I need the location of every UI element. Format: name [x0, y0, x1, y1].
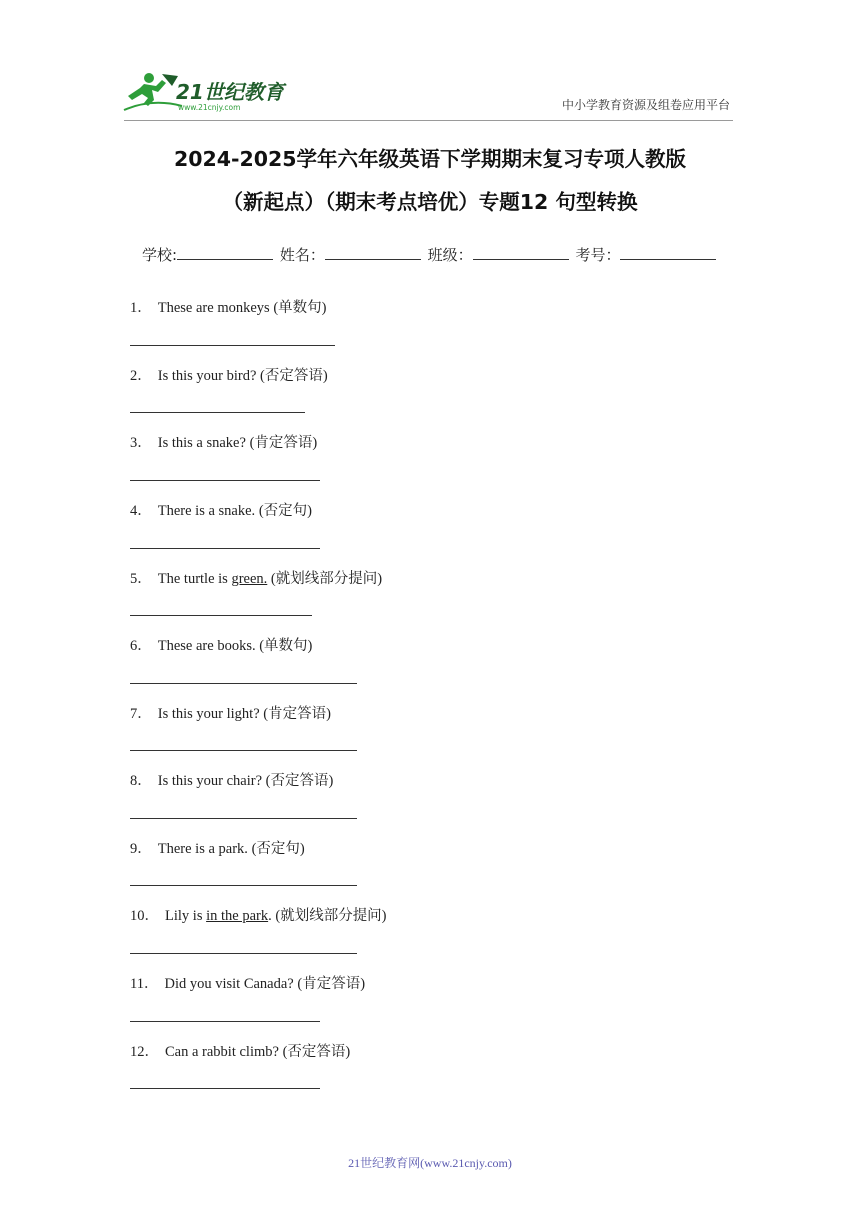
- answer-line-3: [130, 480, 320, 481]
- question-number: 7．: [130, 706, 152, 722]
- question-number: 6．: [130, 638, 152, 654]
- answer-line-12: [130, 1088, 320, 1089]
- platform-name: 中小学教育资源及组卷应用平台: [561, 98, 730, 112]
- question-text: Is this your light?: [157, 706, 260, 722]
- question-text: These are books.: [157, 638, 256, 654]
- question-text: Is this your bird?: [157, 368, 257, 384]
- site-logo: [122, 70, 292, 114]
- logo-text: 21世纪教育: [176, 80, 284, 104]
- exam-number-blank: [620, 245, 716, 260]
- question-1: [130, 296, 326, 317]
- question-10: [130, 904, 387, 925]
- question-hint: (单数句): [269, 300, 327, 316]
- question-hint: (肯定答语): [245, 435, 318, 451]
- answer-line-6: [130, 683, 357, 684]
- question-underlined: green.: [231, 571, 268, 587]
- question-hint: (肯定答语): [259, 706, 331, 722]
- answer-line-7: [130, 750, 357, 751]
- question-number: 9．: [130, 841, 152, 857]
- question-text: These are monkeys: [157, 300, 270, 316]
- logo-url: www.21cnjy.com: [178, 103, 241, 112]
- answer-line-5: [130, 615, 312, 616]
- question-text: Is this a snake?: [157, 435, 246, 451]
- question-6: [130, 634, 312, 655]
- answer-line-4: [130, 548, 320, 549]
- question-text: Lily is: [165, 908, 207, 924]
- school-blank: [177, 245, 273, 260]
- question-hint: (否定答语): [256, 368, 328, 384]
- question-3: [130, 431, 317, 452]
- page-title-line-1: 2024-2025学年六年级英语下学期期末复习专项人教版: [173, 147, 687, 171]
- question-4: [130, 499, 312, 520]
- question-number: 12．: [130, 1044, 159, 1060]
- class-blank: [473, 245, 569, 260]
- question-text: Is this your chair?: [157, 773, 263, 789]
- school-label: 学校:: [142, 246, 178, 264]
- question-number: 1．: [130, 300, 152, 316]
- question-2: [130, 364, 328, 385]
- answer-line-2: [130, 412, 305, 413]
- question-text-post: .: [268, 908, 272, 924]
- name-blank: [325, 245, 421, 260]
- question-hint: (否定句): [255, 503, 312, 519]
- question-hint: (肯定答语): [293, 976, 366, 992]
- question-number: 11．: [130, 976, 159, 992]
- question-number: 2．: [130, 368, 152, 384]
- question-number: 8．: [130, 773, 152, 789]
- question-8: [130, 769, 333, 790]
- question-number: 3．: [130, 435, 152, 451]
- question-text: The turtle is: [157, 571, 232, 587]
- question-5: [130, 567, 382, 588]
- answer-line-10: [130, 953, 357, 954]
- question-hint: (单数句): [255, 638, 313, 654]
- question-hint: (就划线部分提问): [271, 908, 387, 924]
- question-text: Can a rabbit climb?: [165, 1044, 279, 1060]
- runner-logo-icon: [122, 70, 292, 114]
- answer-line-9: [130, 885, 357, 886]
- footer-link[interactable]: 21世纪教育网(www.21cnjy.com): [348, 1156, 512, 1170]
- question-hint: (否定答语): [278, 1044, 351, 1060]
- question-text: There is a snake.: [157, 503, 256, 519]
- header-divider: [124, 120, 733, 121]
- question-text: Did you visit Canada?: [164, 976, 294, 992]
- question-9: [130, 837, 305, 858]
- answer-line-11: [130, 1021, 320, 1022]
- question-hint: (否定句): [247, 841, 305, 857]
- question-underlined: in the park: [206, 908, 269, 924]
- name-label: 姓名：: [279, 246, 325, 264]
- class-label: 班级：: [427, 246, 473, 264]
- exam-number-label: 考号：: [575, 246, 621, 264]
- student-info-row: [142, 244, 718, 265]
- question-7: [130, 702, 331, 723]
- question-12: [130, 1040, 350, 1061]
- page-title-line-2: （新起点）（期末考点培优）专题12 句型转换: [222, 190, 638, 214]
- question-11: [130, 972, 365, 993]
- question-hint: (否定答语): [262, 773, 334, 789]
- question-number: 4．: [130, 503, 152, 519]
- question-number: 5．: [130, 571, 152, 587]
- question-text: There is a park.: [157, 841, 248, 857]
- answer-line-8: [130, 818, 357, 819]
- question-hint: (就划线部分提问): [267, 571, 383, 587]
- question-number: 10．: [130, 908, 159, 924]
- answer-line-1: [130, 345, 335, 346]
